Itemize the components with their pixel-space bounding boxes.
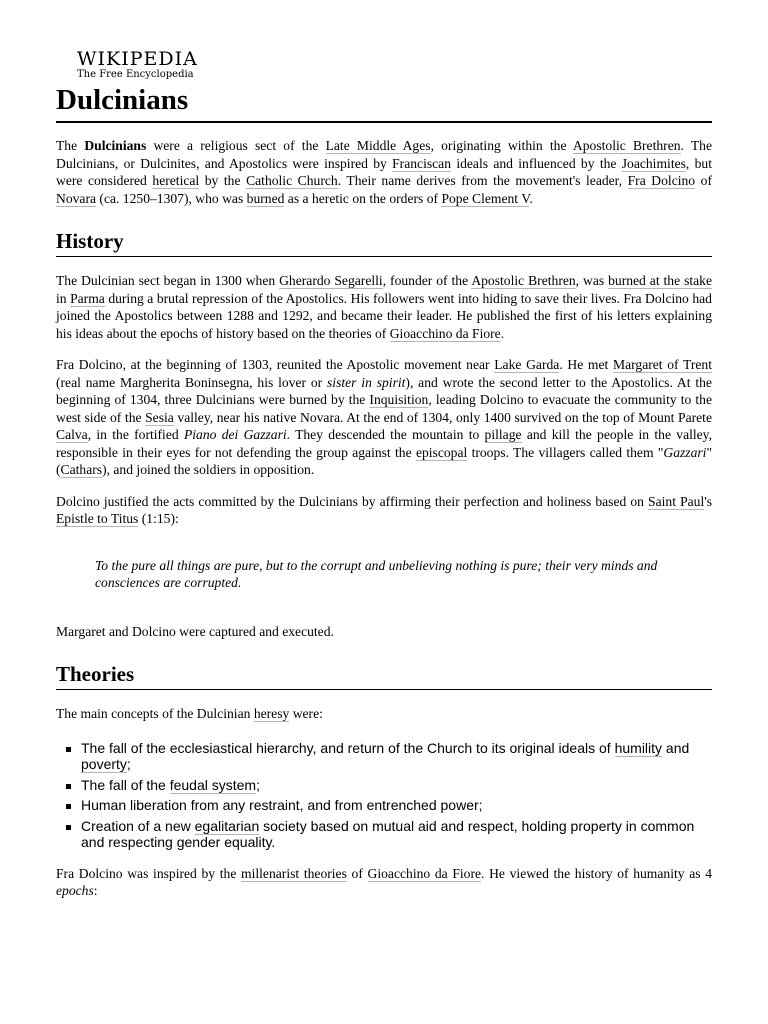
italic-term: epochs [56,883,94,898]
link-epistle-to-titus[interactable]: Epistle to Titus [56,511,139,526]
theories-paragraph-2: Fra Dolcino was inspired by the millenarist theories of Gioacchino da Fiore. He viewed the history of humanity as 4 epochs: [56,865,713,898]
link-catholic-church[interactable]: Catholic Church [246,173,338,188]
history-paragraph-3: Dolcino justified the acts committed by the Dulcinians by affirming their perfection and holiness based on Saint Paul's Epistle to Titus (1:15): [56,493,712,526]
link-heretical[interactable]: heretical [152,173,200,188]
link-gherardo-segarelli[interactable]: Gherardo Segarelli [279,273,383,288]
link-margaret-of-trent[interactable]: Margaret of Trent [613,357,712,372]
link-inquisition[interactable]: Inquisition [369,392,429,407]
theories-paragraph-1: The main concepts of the Dulcinian heresy were: [56,706,323,721]
article [56,48,712,900]
link-gioacchino-da-fiore[interactable]: Gioacchino da Fiore [367,865,482,881]
history-paragraph-4: Margaret and Dolcino were captured and executed. [56,623,334,639]
link-late-middle-ages[interactable]: Late Middle Ages [325,138,431,153]
bold-term: Dulcinians [84,138,147,153]
list-item: The fall of the feudal system; [81,777,712,794]
page-title: Dulcinians [56,84,712,123]
block-quote: To the pure all things are pure, but to the corrupt and unbelieving nothing is pure; their very minds and consciences are corrupted. [95,557,658,590]
link-humility[interactable]: humility [614,739,663,756]
list-item: Creation of a new egalitarian society based on mutual aid and respect, holding property in common and respecting gender equality. [81,818,712,851]
link-burned[interactable]: burned [246,190,285,206]
link-episcopal[interactable]: episcopal [415,444,468,460]
link-pillage[interactable]: pillage [484,427,522,442]
link-apostolic-brethren[interactable]: Apostolic Brethren [572,138,681,153]
link-gioacchino-da-fiore[interactable]: Gioacchino da Fiore [389,325,501,341]
concepts-list [56,740,712,851]
link-millenarist-theories[interactable]: millenarist theories [241,865,347,881]
intro-paragraph: The Dulcinians were a religious sect of the Late Middle Ages, originating within the Apostolic Brethren. The Dulcinians, or Dulcinites, and Apostolics were inspired by Franciscan ideals and influenced by the Joachimites, but were considered heretical by the Catholic Church. Their name derives from the movement's leader, Fra Dolcino of Novara (ca. 1250–1307), who was burned as a heretic on the orders of Pope Clement V. [56,138,712,206]
italic-term: Piano dei Gazzari [183,427,287,442]
wikipedia-logo[interactable] [77,48,217,81]
link-burned-at-the-stake[interactable]: burned at the stake [608,273,713,288]
link-sesia[interactable]: Sesia [145,409,174,425]
link-apostolic-brethren[interactable]: Apostolic Brethren [471,273,576,288]
history-paragraph-1: The Dulcinian sect began in 1300 when Gherardo Segarelli, founder of the Apostolic Brethren, was burned at the stake in Parma during a brutal repression of the Apostolics. His followers went into hiding to save their lives. Fra Dolcino had joined the Apostolics between 1288 and 1292, and became their leader. He published the first of his letters explaining his ideas about the epochs of history based on the theories of Gioacchino da Fiore. [56,273,713,341]
italic-term: sister in spirit [327,374,406,390]
link-egalitarian[interactable]: egalitarian [194,817,260,834]
history-paragraph-2: Fra Dolcino, at the beginning of 1303, reunited the Apostolic movement near Lake Garda. He met Margaret of Trent (real name Margherita Boninsegna, his lover or sister in spirit), and wrote the second letter to the Apostolics. At the beginning of 1304, three Dulcinians were burned by the Inquisition, leading Dolcino to evacuate the community to the west side of the Sesia valley, near his native Novara. At the end of 1304, only 1400 survived on the top of Mount Parete Calva, in the fortified Piano dei Gazzari. They descended the mountain to pillage and kill the people in the valley, responsible in their eyes for not defending the group against the episcopal troops. The villagers called them "Gazzari" (Cathars), and joined the soldiers in opposition. [56,357,713,477]
list-item: The fall of the ecclesiastical hierarchy, and return of the Church to its original ideals of humility and poverty; [81,740,712,773]
list-item: Human liberation from any restraint, and from entrenched power; [81,797,712,814]
logo-wordmark: WIKIPEDIA [77,48,198,70]
link-lake-garda[interactable]: Lake Garda [494,357,560,372]
italic-term: Gazzari [663,444,707,460]
link-franciscan[interactable]: Franciscan [392,155,452,171]
section-heading-history: History [56,228,712,257]
link-calva[interactable]: Calva [56,427,88,442]
section-heading-theories: Theories [56,661,712,690]
link-feudal-system[interactable]: feudal system [169,776,257,793]
link-cathars[interactable]: Cathars [60,462,103,477]
link-parma[interactable]: Parma [70,290,105,306]
logo-tagline: The Free Encyclopedia [77,69,194,80]
link-pope-clement-v[interactable]: Pope Clement V [441,190,530,206]
link-heresy[interactable]: heresy [253,706,290,721]
link-fra-dolcino[interactable]: Fra Dolcino [627,173,696,188]
link-poverty[interactable]: poverty [81,756,127,772]
link-saint-paul[interactable]: Saint Paul [648,493,705,509]
link-novara[interactable]: Novara [56,190,97,206]
link-joachimites[interactable]: Joachimites [621,155,686,171]
